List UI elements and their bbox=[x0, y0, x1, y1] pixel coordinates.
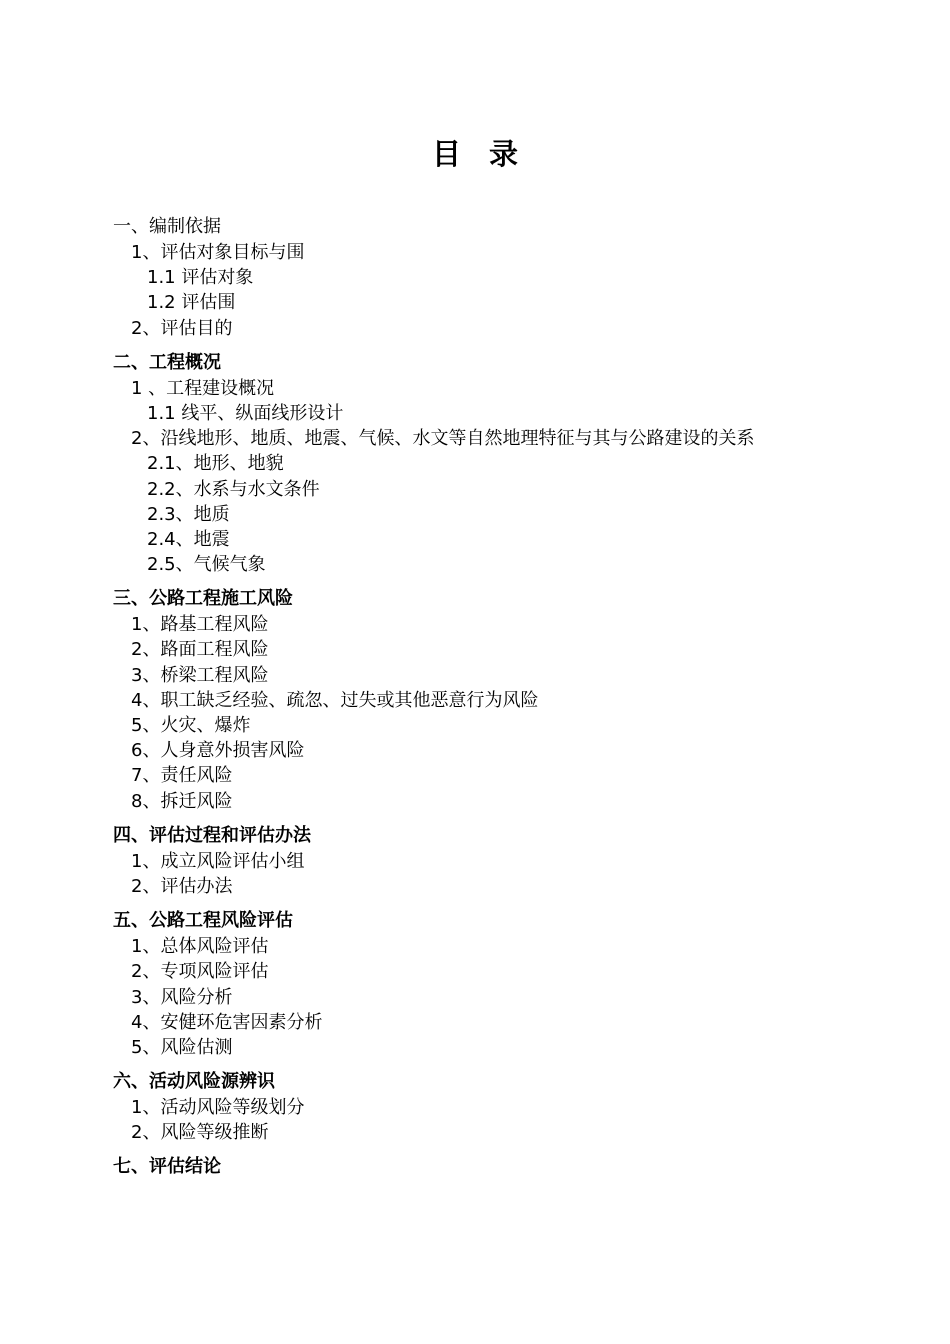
toc-subitem: 1.2 评估围 bbox=[147, 292, 236, 314]
toc-subitem: 2.5、气候气象 bbox=[147, 554, 266, 576]
toc-item: 5、风险估测 bbox=[131, 1036, 233, 1058]
toc-item: 2、专项风险评估 bbox=[131, 961, 269, 983]
toc-item: 5、火灾、爆炸 bbox=[131, 715, 251, 736]
toc-section bbox=[113, 1069, 873, 1145]
toc-item: 7、责任风险 bbox=[131, 765, 233, 787]
toc-item: 1、评估对象目标与围 bbox=[131, 242, 305, 263]
page-title: 目录 bbox=[431, 137, 546, 171]
toc-subitem: 2.1、地形、地貌 bbox=[147, 453, 284, 475]
toc-item: 2、评估办法 bbox=[131, 875, 233, 897]
toc-item: 1、成立风险评估小组 bbox=[131, 850, 305, 872]
toc-item: 4、职工缺乏经验、疏忽、过失或其他恶意行为风险 bbox=[131, 689, 539, 711]
toc-section-heading: 二、工程概况 bbox=[113, 351, 221, 373]
toc-item: 6、人身意外损害风险 bbox=[131, 740, 305, 762]
toc-item: 1、总体风险评估 bbox=[131, 936, 269, 958]
toc-section bbox=[113, 823, 873, 899]
toc-subitem: 2.4、地震 bbox=[147, 528, 230, 550]
toc-item: 8、拆迁风险 bbox=[131, 790, 233, 812]
toc-section bbox=[113, 350, 873, 578]
toc-item: 1 、工程建设概况 bbox=[131, 377, 275, 399]
toc-section-heading: 六、活动风险源辨识 bbox=[113, 1071, 275, 1093]
toc-item: 1、路基工程风险 bbox=[131, 614, 269, 636]
table-of-contents bbox=[113, 214, 873, 1189]
toc-item: 2、路面工程风险 bbox=[131, 639, 269, 661]
toc-section-heading: 七、评估结论 bbox=[113, 1156, 221, 1178]
toc-section-heading: 五、公路工程风险评估 bbox=[113, 910, 293, 932]
toc-subitem: 1.1 线平、纵面线形设计 bbox=[147, 402, 344, 424]
toc-section-heading: 一、编制依据 bbox=[113, 216, 221, 237]
toc-item: 2、风险等级推断 bbox=[131, 1122, 269, 1144]
toc-section bbox=[113, 908, 873, 1060]
toc-item: 2、沿线地形、地质、地震、气候、水文等自然地理特征与其与公路建设的关系 bbox=[131, 428, 755, 450]
toc-subitem: 2.3、地质 bbox=[147, 503, 230, 525]
toc-item: 3、桥梁工程风险 bbox=[131, 664, 269, 686]
toc-section bbox=[113, 586, 873, 814]
toc-section-heading: 三、公路工程施工风险 bbox=[113, 588, 293, 610]
toc-item: 1、活动风险等级划分 bbox=[131, 1097, 305, 1119]
toc-item: 4、安健环危害因素分析 bbox=[131, 1011, 323, 1033]
toc-section bbox=[113, 1154, 873, 1180]
toc-subitem: 1.1 评估对象 bbox=[147, 267, 254, 289]
toc-item: 2、评估目的 bbox=[131, 317, 233, 339]
toc-subitem: 2.2、水系与水文条件 bbox=[147, 478, 320, 500]
toc-item: 3、风险分析 bbox=[131, 986, 233, 1008]
toc-section-heading: 四、评估过程和评估办法 bbox=[113, 824, 311, 846]
toc-section bbox=[113, 214, 873, 341]
